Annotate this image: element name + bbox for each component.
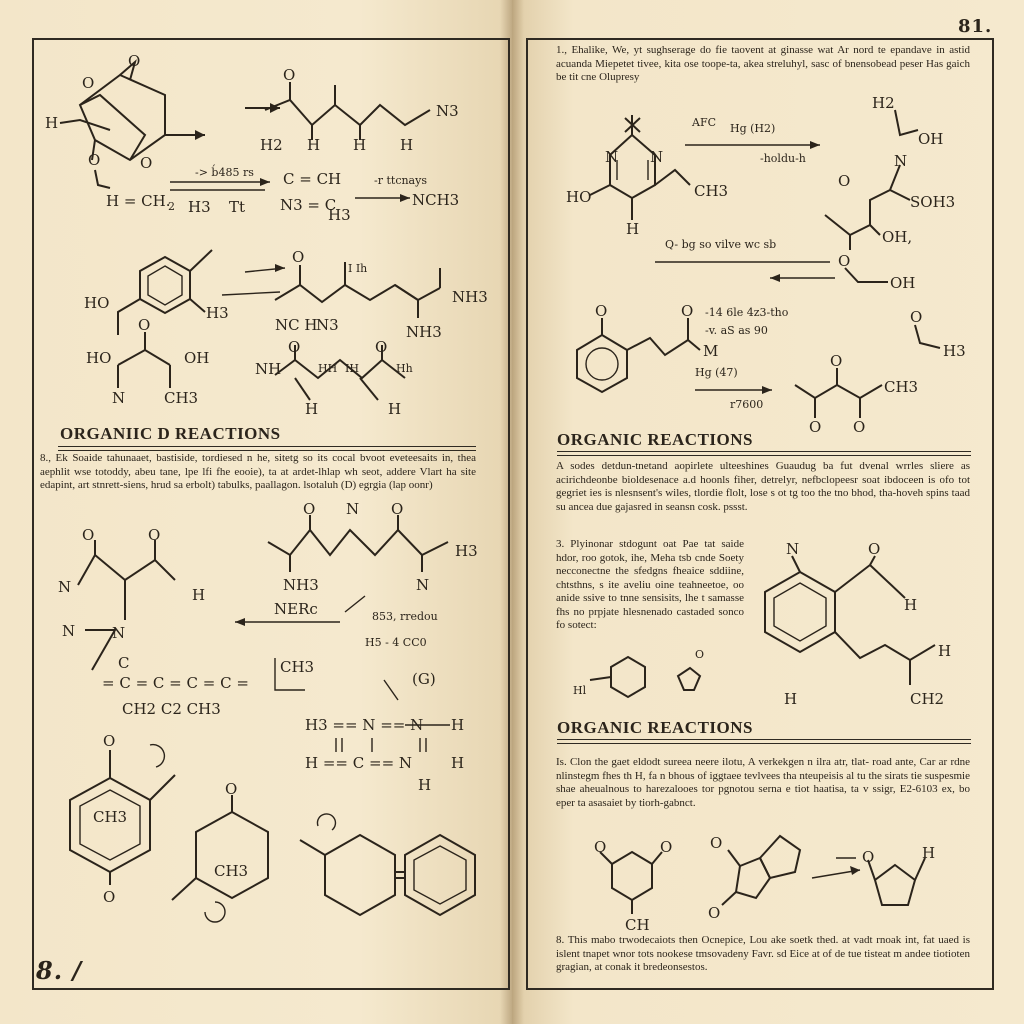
struct-label: H	[784, 690, 798, 708]
struct-label: 2	[168, 200, 175, 213]
right-bottom-rings	[594, 834, 935, 934]
struct-label: H	[418, 776, 432, 794]
struct-label: H	[192, 586, 206, 604]
right-aldehyde-ring	[765, 540, 951, 708]
struct-label: O	[695, 648, 705, 661]
struct-label: N	[416, 576, 430, 594]
struct-label: CH2	[910, 690, 945, 708]
page-number-right: 81.	[958, 16, 993, 37]
right-hg-arrow	[695, 366, 772, 411]
struct-label: O	[868, 540, 881, 558]
left-zigzag-chain	[245, 66, 459, 154]
struct-label: O	[708, 904, 721, 922]
left-chain-n3	[222, 248, 488, 341]
struct-label: H3 == N == N	[305, 716, 424, 734]
struct-label: -r ttcnays	[374, 174, 427, 187]
left-paragraph-1: 8., Ek Soaide tahunaaet, bastiside, tordiesed n he, sitetg so its cocal bvoot eveteesaits in, thea aephlit wse totoddy, abeu tane, lpe lfi fhe eooie), ta at ardet-lhlap wh seot, addere Vlart ha site edapint, art stnrett-siens, hrud sa erbolt) tabulks, paallagon. lsotaluh (D) egrgia (lap oonr)	[40, 452, 476, 491]
struct-label: O	[660, 838, 673, 856]
struct-label: NH3	[283, 576, 319, 594]
struct-label: N	[62, 622, 76, 640]
struct-label: NCH3	[412, 191, 460, 209]
left-nh-row	[255, 338, 413, 418]
struct-label: H	[388, 400, 402, 418]
struct-label: OH	[184, 349, 210, 367]
struct-label: H == C == N	[305, 754, 413, 772]
struct-label: CH3	[214, 862, 249, 880]
struct-label: CH	[625, 916, 650, 934]
struct-label: CH3	[884, 378, 919, 396]
struct-label: O	[82, 526, 95, 544]
left-lower-n-chain	[58, 526, 205, 670]
struct-label: H3	[188, 198, 211, 216]
struct-label: H3	[943, 342, 966, 360]
right-paragraph-1: 1., Ehalike, We, yt sughserage do fie taovent at ginasse wat Ar nord te epandave in astid acuanda Miepetet tivee, kita ose toope-ta, akea streluhyl, sasc of bnensobead peser Has gaich be tit cne Olupresy	[556, 44, 970, 83]
struct-label: HH	[318, 362, 338, 375]
struct-label: O	[303, 500, 316, 518]
struct-label: N3 = C	[280, 196, 337, 214]
struct-label: N3	[436, 102, 459, 120]
struct-label: O	[375, 338, 388, 356]
struct-label: N	[650, 148, 664, 166]
right-paragraph-5: 8. This mabo trwodecaiots then Ocnepice, Lou ake soetk thed. at vadt rnoak int, fat uaed is islent tnapet wnor tots nookese tmsovadeny Favr. sd Eice at of de tue tisteat m andee tiotioten gragian, at conak it bredeonsestos.	[556, 934, 970, 973]
struct-label: HO	[566, 188, 592, 206]
struct-label: O	[838, 252, 851, 270]
struct-label: O	[225, 780, 238, 798]
struct-label: O	[103, 888, 116, 906]
struct-label: N	[112, 389, 126, 407]
struct-label: Hh	[396, 362, 413, 375]
struct-label: AFC	[692, 116, 716, 129]
struct-label: H	[904, 596, 918, 614]
struct-label: H2	[872, 94, 895, 112]
struct-label: H	[451, 716, 465, 734]
struct-label: CH2 C2 CH3	[122, 700, 221, 718]
struct-label: O	[88, 151, 101, 169]
struct-label: O	[103, 732, 116, 750]
left-hnnh-grid	[305, 716, 464, 794]
page-number-left: 8. /	[36, 956, 83, 985]
struct-label: NH3	[452, 288, 488, 306]
struct-label: H	[305, 400, 319, 418]
right-phenol-ketone	[577, 302, 789, 392]
struct-label: H	[400, 136, 414, 154]
struct-label: SOH3	[910, 193, 956, 211]
struct-label: -v. aS as 90	[705, 324, 768, 337]
struct-label: O	[853, 418, 866, 436]
struct-label: H	[626, 220, 640, 238]
struct-label: r7600	[730, 398, 764, 411]
struct-label: H	[45, 114, 59, 132]
struct-label: CH3	[694, 182, 729, 200]
right-paragraph-3: 3. Plyinonar stdogunt oat Pae tat saide hdor, roo gotok, ihe, Meha tsb cnde Soety necconectne the sfedgns fheaice sddiine, chtsthns, s ite aveliu oine teahneetoe, oo anide ssive to tnne sensisits, lhe t samasse fhs no prpjate hlesnenado castaded sonco fo sotect:	[556, 538, 744, 631]
struct-label: NC H	[275, 316, 318, 334]
struct-label: H = CH.	[106, 192, 171, 210]
struct-label: NH	[255, 360, 282, 378]
struct-label: = C = C = C = C =	[102, 674, 249, 692]
struct-label: OH	[890, 274, 916, 292]
struct-label: N	[786, 540, 800, 558]
struct-label: NERc	[274, 600, 318, 618]
struct-label: H3	[328, 206, 351, 224]
left-benzene-ho	[84, 250, 229, 335]
struct-label: C	[118, 654, 130, 672]
right-heading-mid: ORGANIC REACTIONS	[557, 718, 753, 737]
struct-label: O	[288, 338, 301, 356]
struct-label: O	[862, 848, 875, 866]
left-ring-ch3-2	[172, 780, 268, 922]
left-nerc-arrow	[235, 596, 438, 649]
struct-label: O	[128, 52, 141, 70]
struct-label: Q- bg so vilve wc sb	[665, 238, 777, 251]
struct-label: O	[283, 66, 296, 84]
struct-label: N	[605, 148, 619, 166]
struct-label: N	[112, 624, 126, 642]
struct-label: O	[710, 834, 723, 852]
struct-label: H3	[206, 304, 229, 322]
struct-label: O	[830, 352, 843, 370]
struct-label: O	[138, 316, 151, 334]
struct-label: -> b́485 rs	[195, 166, 254, 179]
struct-label: H5 - 4 CC0	[365, 636, 427, 649]
struct-label: O	[838, 172, 851, 190]
struct-label: IH	[345, 362, 359, 375]
struct-label: C = CH	[283, 170, 342, 188]
struct-label: O	[391, 500, 404, 518]
struct-label: O	[595, 302, 608, 320]
struct-label: M	[703, 342, 719, 360]
struct-label: N3	[316, 316, 339, 334]
left-lower-zigzag	[268, 500, 478, 594]
struct-label: N	[346, 500, 360, 518]
struct-label: H	[922, 844, 936, 862]
struct-label: H	[307, 136, 321, 154]
struct-label: O	[910, 308, 923, 326]
right-pyrimidine	[566, 115, 728, 238]
struct-label: HO	[86, 349, 112, 367]
left-ring-ch3	[70, 732, 175, 906]
struct-label: NH3	[406, 323, 442, 341]
right-heading-top: ORGANIC REACTIONS	[557, 430, 753, 449]
struct-label: OH,	[882, 228, 913, 246]
struct-label: H3	[455, 542, 478, 560]
left-bicyclic-structure	[45, 52, 205, 213]
struct-label: -holdu-h	[760, 152, 806, 165]
left-reaction-arrows	[170, 165, 459, 224]
struct-label: N	[58, 578, 72, 596]
left-bicyclic-fused	[300, 814, 475, 915]
struct-label: OH	[918, 130, 944, 148]
left-diketone	[86, 316, 209, 407]
struct-label: CH3	[93, 808, 128, 826]
struct-label: O	[292, 248, 305, 266]
struct-label: 853, rredou	[372, 610, 438, 623]
struct-label: CH3	[280, 658, 315, 676]
struct-label: Hg (H2)	[730, 122, 776, 135]
struct-label: Hl	[573, 684, 587, 697]
right-top-arrow	[685, 116, 820, 165]
struct-label: N	[894, 152, 908, 170]
struct-label: O	[82, 74, 95, 92]
struct-label: H	[451, 754, 465, 772]
struct-label: HO	[84, 294, 110, 312]
struct-label: O	[809, 418, 822, 436]
struct-label: -14 6le 4z3-tho	[705, 306, 789, 319]
right-mid-arrow	[655, 238, 915, 292]
struct-label: O	[594, 838, 607, 856]
right-diketone	[795, 308, 966, 436]
struct-label: O	[148, 526, 161, 544]
right-paragraph-2: A sodes detdun-tnetand aopirlete ulteeshines Guaudug ba fut dvenal wrrles sliere as acirichdeonbe bioldesenace a.d hoonls fiher, detrelyr, nefbclopeesr soat ibdoceen is ofo tot gegriet ies is nlesnsent's wiles, tlordie flolt, lose s ot tg too the tno bhod, tha-hoveh spins taad su ancea due gajasred in seansn cosk. pssst.	[556, 460, 970, 513]
struct-label: (G)	[412, 670, 436, 688]
struct-label: Hg (47)	[695, 366, 738, 379]
struct-label: H	[938, 642, 952, 660]
struct-label: H2	[260, 136, 283, 154]
left-heading: ORGANIIC D REACTIONS	[60, 424, 281, 443]
struct-label: I Ih	[348, 262, 368, 275]
struct-label: CH3	[164, 389, 199, 407]
struct-label: Tt	[229, 198, 246, 216]
right-small-rings	[573, 648, 704, 697]
struct-label: H	[353, 136, 367, 154]
struct-label: O	[140, 154, 153, 172]
right-paragraph-4: Is. Clon the gaet eldodt sureea neere ilotu, A verkekgen n ilra atr, tlat- road ante, Car ar rdne nlinstegm fhes th H, fa n bhous of iggtaee tevlvees tha nteupeisis al tu the sirats tie suspesmie shae aheualnous to harezalooes tor pgnotou serna e tiot haatisa, ta v ssigr, E2-6103 ex, bo eper ta asasaiet by tiorh-gabnct.	[556, 756, 970, 809]
left-carbon-chain	[102, 654, 436, 718]
right-sulfonate	[825, 94, 955, 250]
struct-label: O	[681, 302, 694, 320]
